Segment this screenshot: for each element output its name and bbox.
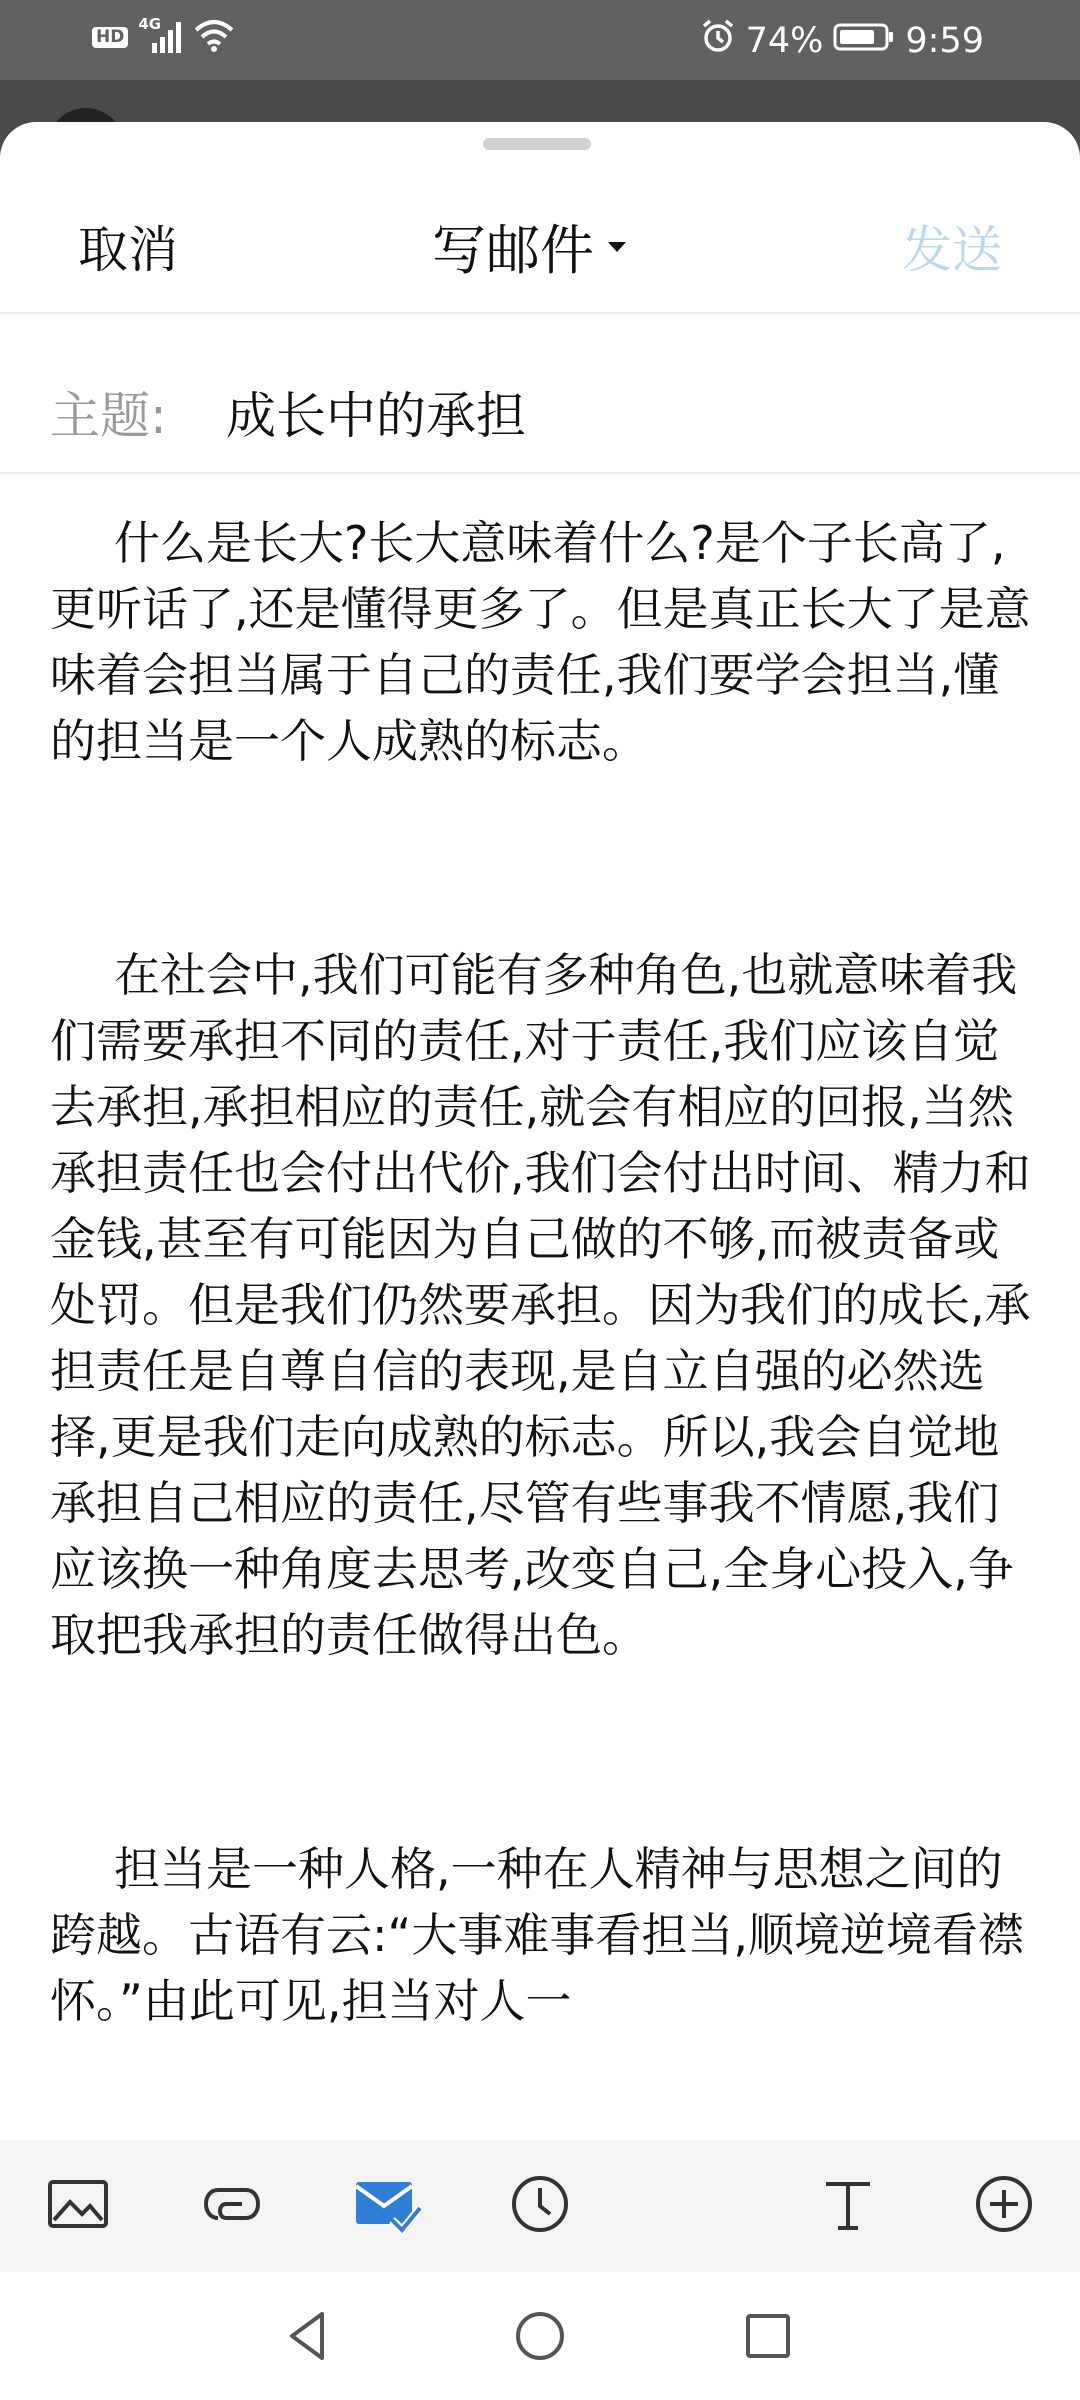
status-left [92, 15, 234, 56]
compose-sheet [0, 122, 1080, 2400]
subject-field[interactable] [0, 332, 1080, 472]
image-icon[interactable] [42, 2168, 114, 2240]
compose-toolbar [0, 2140, 1080, 2272]
status-bar [0, 0, 1080, 80]
page-title: 写邮件 [432, 219, 594, 282]
subject-input[interactable]: 成长中的承担 [226, 387, 526, 445]
back-icon[interactable] [278, 2304, 342, 2368]
caret-down-icon [608, 242, 626, 252]
status-right [700, 18, 984, 63]
attachment-icon[interactable] [196, 2168, 268, 2240]
subject-label: 主题: [50, 387, 167, 445]
signal-icon [138, 15, 184, 55]
clock-icon[interactable] [504, 2168, 576, 2240]
hd-icon: HD [92, 27, 128, 48]
subject-divider [0, 472, 1080, 474]
text-format-icon[interactable] [812, 2168, 884, 2240]
header-divider [0, 312, 1080, 314]
battery-percent: 74% [745, 20, 824, 61]
battery-icon [833, 21, 895, 61]
system-nav-bar [0, 2272, 1080, 2400]
clock-time: 9:59 [905, 20, 984, 61]
wifi-icon [194, 18, 234, 56]
compose-mode-dropdown[interactable] [432, 208, 626, 285]
add-icon[interactable] [968, 2168, 1040, 2240]
compose-header [0, 182, 1080, 302]
body-paragraph: 在社会中,我们可能有多种角色,也就意味着我们需要承担不同的责任,对于责任,我们应该自觉去承担,承担相应的责任,就会有相应的回报,当然承担责任也会付出代价,我们会付出时间、精力和金钱,甚至有可能因为自己做的不够,而被责备或处罚。但是我们仍然要承担。因为我们的成长,承担责任是自尊自信的表现,是自立自强的必然选择,更是我们走向成熟的标志。所以,我会自觉地承担自己相应的责任,尽管有些事我不情愿,我们应该换一种角度去思考,改变自己,全身心投入,争取把我承担的责任做得出色。 [50, 948, 1031, 1662]
send-button[interactable]: 发送 [902, 221, 1002, 279]
mail-check-icon[interactable] [352, 2168, 424, 2240]
drag-handle[interactable] [483, 138, 591, 150]
alarm-icon [700, 18, 736, 63]
home-icon[interactable] [508, 2304, 572, 2368]
body-paragraph: 什么是长大?长大意味着什么?是个子长高了,更听话了,还是懂得更多了。但是真正长大了是意味着会担当属于自己的责任,我们要学会担当,懂的担当是一个人成熟的标志。 [50, 516, 1031, 768]
message-body[interactable] [50, 510, 1040, 2202]
body-paragraph: 担当是一种人格,一种在人精神与思想之间的跨越。古语有云:“大事难事看担当,顺境逆境看襟怀。”由此可见,担当对人一 [50, 1842, 1024, 2028]
cancel-button[interactable]: 取消 [78, 221, 178, 279]
recents-icon[interactable] [736, 2304, 800, 2368]
network-type: 4G [138, 15, 162, 33]
